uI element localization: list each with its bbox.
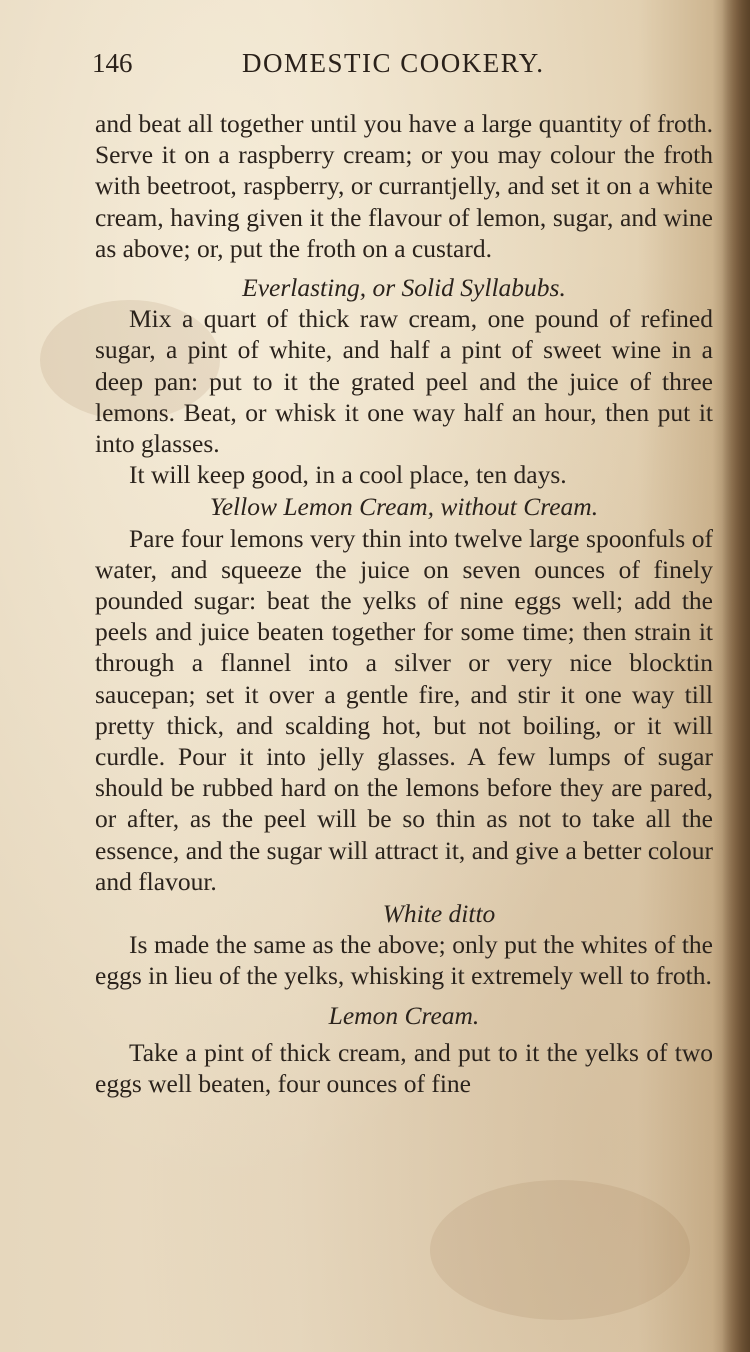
page-body — [95, 108, 713, 1099]
recipe-title-yellow-lemon-cream: Yellow Lemon Cream, without Cream. — [209, 492, 599, 522]
intro-paragraph: and beat all together until you have a large quantity of froth. Serve it on a raspberry cream; or you may colour the froth with beetroot, raspberry, or currantjelly, and set it on a white cream, having given it the flavour of lemon, sugar, and wine as above; or, put the froth on a custard. — [95, 109, 713, 263]
recipe-title-everlasting-syllabubs: Everlasting, or Solid Syllabubs. — [242, 273, 566, 303]
recipe-paragraph: Mix a quart of thick raw cream, one pound of refined sugar, a pint of white, and half a pint of sweet wine in a deep pan: put to it the grated peel and the juice of three lemons. Beat, or whisk it one way half an hour, then put it into glasses. — [95, 304, 713, 459]
recipe-paragraph: Take a pint of thick cream, and put to it the yelks of two eggs well beaten, four ounces of fine — [95, 1037, 713, 1099]
page-number: 146 — [92, 48, 133, 78]
page-header — [92, 48, 712, 88]
page-edge-shadow — [722, 0, 750, 1352]
running-title: DOMESTIC COOKERY. — [242, 48, 545, 78]
recipe-paragraph: It will keep good, in a cool place, ten days. — [129, 460, 567, 490]
recipe-title-white-ditto: White ditto — [382, 899, 496, 929]
recipe-paragraph: Is made the same as the above; only put the whites of the eggs in lieu of the yelks, whisking it extremely well to froth. — [95, 930, 713, 991]
paper-stain — [430, 1180, 690, 1320]
recipe-paragraph: Pare four lemons very thin into twelve large spoonfuls of water, and squeeze the juice on seven ounces of finely pounded sugar: beat the yelks of nine eggs well; add the peels and juice beaten together for some time; then strain it through a flannel into a silver or very nice blocktin saucepan; set it over a gentle fire, and stir it one way till pretty thick, and scalding hot, but not boiling, or it will curdle. Pour it into jelly glasses. A few lumps of sugar should be rubbed hard on the lemons before they are pared, or after, as the peel will be so thin as not to take all the essence, and the sugar will attract it, and give a better colour and flavour. — [95, 523, 713, 896]
recipe-title-lemon-cream: Lemon Cream. — [328, 1000, 480, 1030]
